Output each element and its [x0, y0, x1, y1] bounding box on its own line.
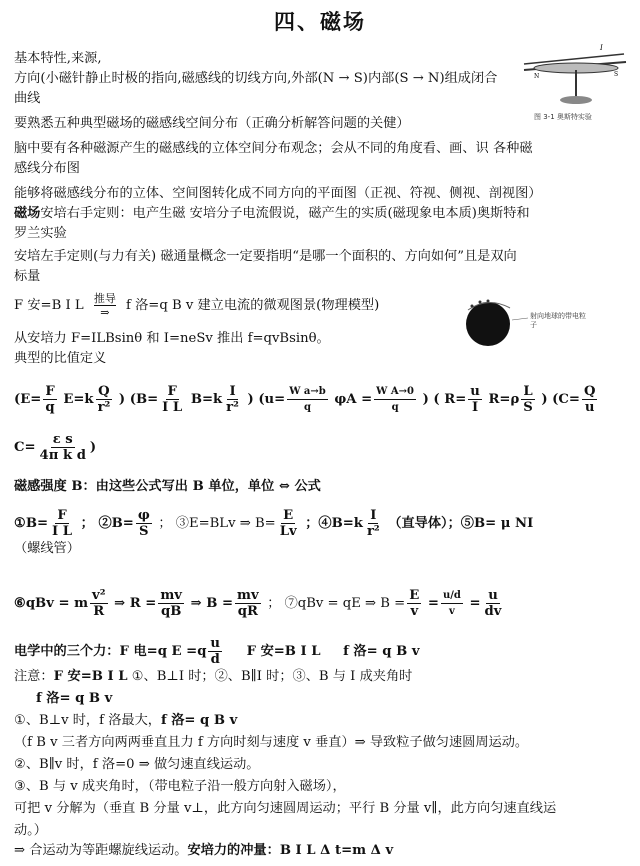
numerator: φ	[137, 508, 150, 523]
oersted-apparatus-icon	[520, 40, 630, 110]
text-line: 感线分布图	[14, 161, 80, 176]
earth-particle-figure	[458, 292, 588, 352]
formula-text: ) (C=	[541, 392, 580, 407]
numerator: ε s	[52, 432, 73, 447]
arrow-icon: ⇒	[100, 306, 110, 319]
heading-text: 安培力的冲量：	[187, 843, 280, 858]
formula-text: B=k	[190, 392, 223, 407]
denominator: qR	[237, 604, 258, 619]
text-line: ③、B 与 v 成夹角时，（带电粒子沿一般方向射入磁场），	[14, 779, 346, 794]
numerator: u	[210, 636, 221, 651]
text-line: 方向(小磁针静止时极的指向,磁感线的切线方向,外部(N → S)内部(S → N)组成闭合	[14, 71, 498, 86]
text-span: 安培右手定则：电产生磁 安培分子电流假说，磁产生的实质(磁现象电本质)奥斯特和	[40, 206, 530, 221]
numerator: u/d	[441, 588, 463, 604]
text-line	[14, 205, 530, 223]
formula-text: F 安=B I L	[53, 669, 128, 684]
formula-text: f 洛= q B v	[343, 644, 420, 659]
formula-text: )	[89, 440, 97, 455]
formula-text: B I L Δ t=m Δ v	[279, 843, 394, 858]
text-line: 可把 v 分解为（垂直 B 分量 v⊥，此方向匀速圆周运动；平行 B 分量 v∥，此方向匀速直线运	[14, 801, 557, 816]
denominator: dv	[484, 604, 502, 619]
denominator: 4π k d	[39, 448, 86, 463]
formula-text: =	[427, 596, 439, 611]
formula-text: =	[469, 596, 481, 611]
numerator: u	[488, 588, 498, 603]
earth-caption: 射向地球的带电粒子	[530, 312, 586, 329]
formula-text: (E=	[14, 392, 42, 407]
text-line: 曲线	[14, 91, 41, 106]
text-line: 标量	[14, 269, 41, 284]
text-span: ①、B⊥I 时；②、B∥I 时；③、B 与 I 成夹角时	[131, 669, 413, 684]
b-formulas	[14, 508, 533, 539]
formula-line	[14, 292, 379, 319]
denominator: r²	[226, 400, 239, 415]
text-span: ⇒ 合运动为等距螺旋线运动。	[14, 843, 188, 858]
formula-text: ) (B=	[118, 392, 159, 407]
text-line: ②、B∥v 时，f 洛=0 ⇒ 做匀速直线运动。	[14, 757, 260, 772]
numerator: u	[470, 384, 480, 399]
numerator: W a→b	[287, 384, 328, 400]
formula-text: F 电=q E =q	[119, 644, 207, 659]
denominator: r²	[366, 524, 380, 539]
numerator: Q	[583, 384, 596, 399]
ratio-definitions	[14, 384, 599, 415]
capacitance-formula	[14, 432, 96, 463]
denominator: S	[523, 400, 533, 415]
formula-text: F 安=B I L	[246, 644, 321, 659]
denominator: qB	[160, 604, 182, 619]
lorentz-force-text: f 洛=q B v 建立电流的微观图景(物理模型)	[126, 298, 380, 313]
formula-text: （直导体）；⑤B= μ NI	[388, 516, 534, 531]
formula-text: ⑥qBv = m	[14, 596, 89, 611]
formula-text: ； ②B=	[80, 516, 134, 531]
text-span: ①、B⊥v 时，f 洛最大，	[14, 713, 161, 728]
derive-arrow	[94, 292, 116, 319]
formula-text: ①B=	[14, 516, 49, 531]
formula-text: f 洛= q B v	[160, 713, 238, 728]
text-line: 动。）	[14, 823, 47, 838]
numerator: E	[283, 508, 294, 523]
numerator: mv	[160, 588, 182, 603]
text-line: 安培左手定则(与力有关) 磁通量概念一定要指明“是哪一个面积的、方向如何”且是双向	[14, 249, 517, 264]
formula-text: φA =	[334, 392, 373, 407]
oersted-label-s: S	[614, 71, 619, 78]
text-line: 罗兰实验	[14, 226, 67, 241]
text-line: 基本特性,来源,	[14, 51, 102, 66]
denominator: v	[449, 606, 455, 617]
denominator: Lv	[279, 524, 297, 539]
numerator: F	[167, 384, 177, 399]
text-line: 脑中要有各种磁源产生的磁感线的立体空间分布观念；会从不同的角度看、画、识 各种磁	[14, 141, 533, 156]
denominator: I L	[162, 400, 183, 415]
oersted-label-n: N	[534, 73, 540, 80]
formula-text: ；④B=k	[305, 516, 363, 531]
page-title: 四、磁场	[274, 9, 366, 34]
numerator: v²	[92, 588, 106, 603]
formula-text: ) (u=	[247, 392, 286, 407]
denominator: I	[471, 400, 479, 415]
bold-term: 磁场	[14, 206, 41, 221]
qbv-formulas	[14, 588, 505, 619]
denominator: R	[93, 604, 105, 619]
oersted-experiment-figure	[520, 40, 630, 126]
denominator: v	[410, 604, 419, 619]
ampere-force-formula: F 安=B I L	[14, 298, 84, 313]
formula-text: ； ③E=BLv ⇒ B=	[158, 516, 276, 531]
numerator: E	[409, 588, 420, 603]
formula-text: ) ( R=	[422, 392, 467, 407]
oersted-label-i: I	[600, 44, 603, 52]
denominator: q	[45, 400, 55, 415]
numerator: I	[229, 384, 236, 399]
denominator: I L	[52, 524, 73, 539]
text-line: 要熟悉五种典型磁场的磁感线空间分布（正确分析解答问题的关健）	[14, 116, 410, 131]
text-line	[14, 668, 412, 686]
three-forces-line	[14, 636, 419, 667]
formula-text: ⇒ R =	[114, 596, 157, 611]
text-line	[14, 712, 237, 730]
text-line: （f B v 三者方向两两垂直且力 f 方向时刻与速度 v 垂直）⇒ 导致粒子做匀速圆周运动。	[14, 735, 529, 750]
oersted-caption: 图 3-1 奥斯特实验	[534, 113, 592, 121]
heading-text: 电学中的三个力：	[14, 644, 120, 659]
denominator: q	[303, 402, 311, 413]
denominator: d	[210, 652, 220, 667]
formula-text: R=ρ	[488, 392, 520, 407]
numerator: W A→0	[374, 384, 416, 400]
numerator: L	[523, 384, 533, 399]
numerator: F	[45, 384, 55, 399]
numerator: mv	[237, 588, 259, 603]
formula-line: f 洛= q B v	[36, 691, 113, 706]
denominator: r²	[97, 400, 111, 415]
denominator: q	[391, 402, 399, 413]
formula-text: ⇒ B =	[190, 596, 233, 611]
text-line: 磁感强度 B：由这些公式写出 B 单位，单位 ⇔ 公式	[14, 479, 321, 494]
text-line: 从安培力 F=ILBsinθ 和 I=neSv 推出 f=qvBsinθ。	[14, 331, 330, 346]
formula-text: C=	[14, 440, 36, 455]
text-line: 能够将磁感线分布的立体、空间图转化成不同方向的平面图（正视、符视、侧视、剖视图）	[14, 186, 542, 201]
formula-text: E=k	[63, 392, 94, 407]
numerator: I	[370, 508, 377, 523]
derive-label: 推导	[93, 292, 116, 305]
numerator: F	[57, 508, 67, 523]
numerator: Q	[98, 384, 110, 399]
text-line: 典型的比值定义	[14, 351, 107, 366]
denominator: S	[139, 524, 149, 539]
text-line	[14, 842, 393, 860]
formula-text: ； ⑦qBv = qE ⇒ B =	[267, 596, 406, 611]
text-span: 注意：	[14, 669, 54, 684]
text-line: （螺线管）	[14, 541, 80, 556]
denominator: u	[584, 400, 595, 415]
